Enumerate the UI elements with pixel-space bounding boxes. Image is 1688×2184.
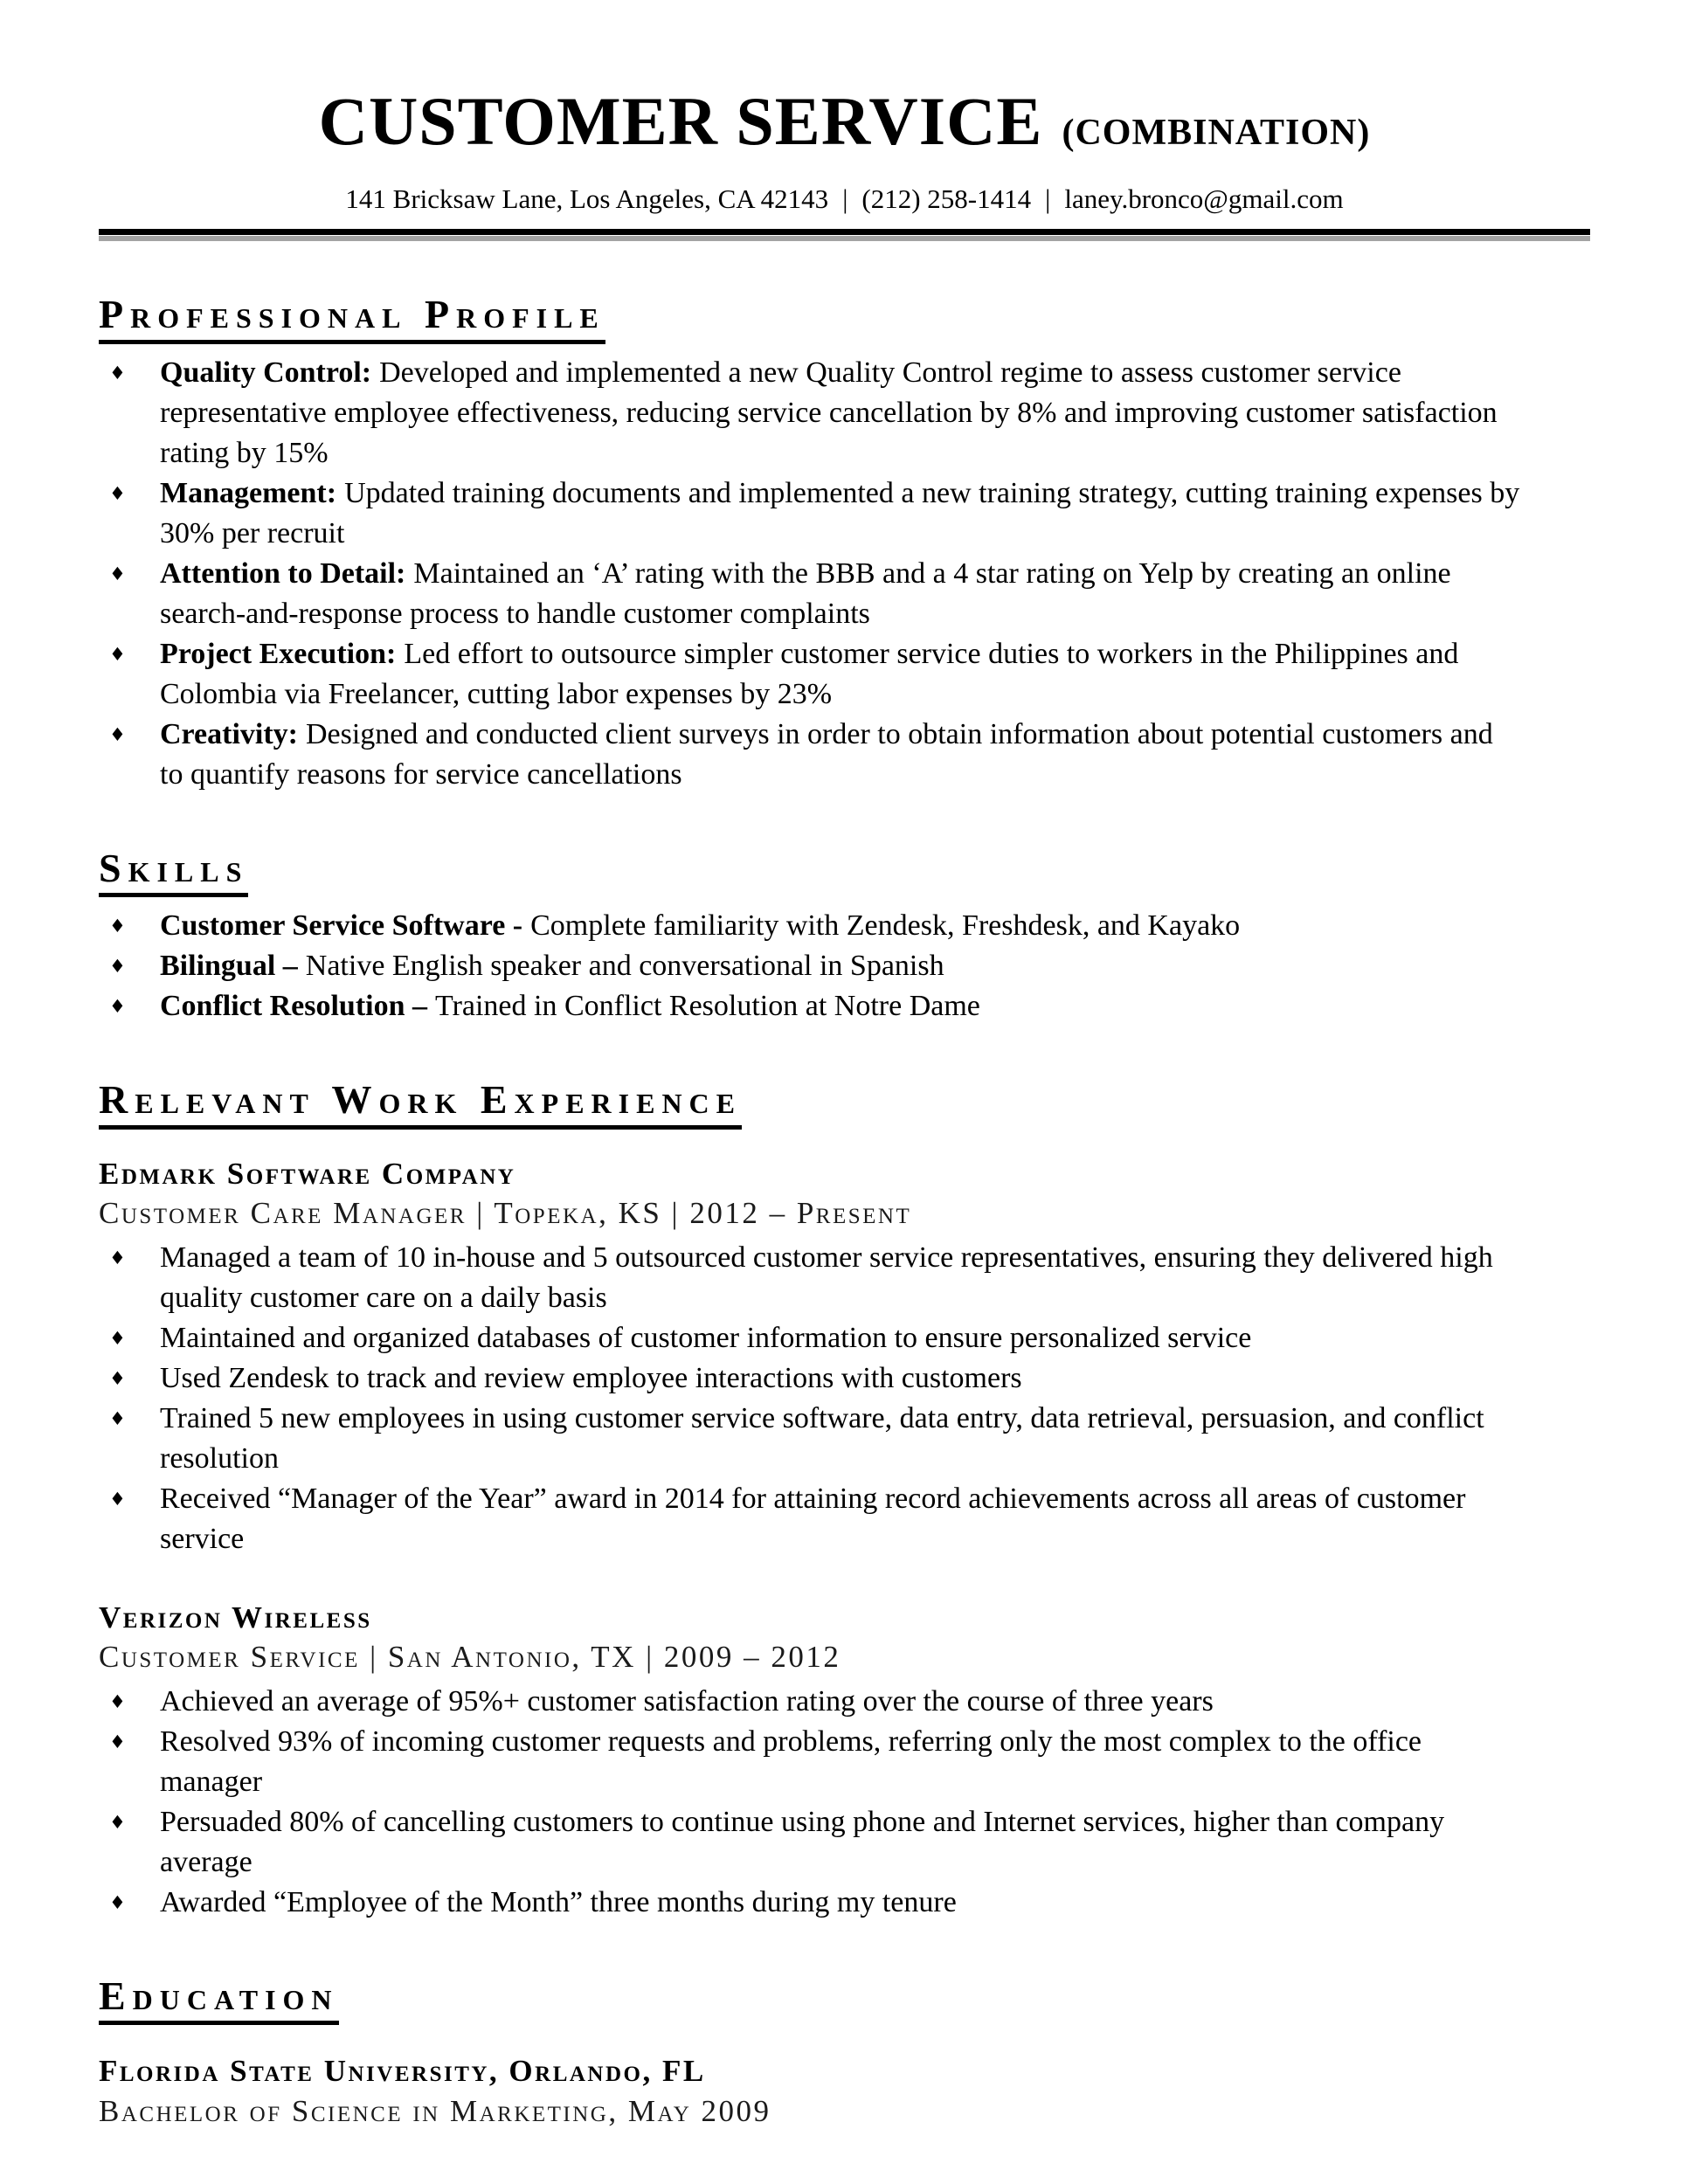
list-item [99, 473, 1590, 554]
bullet-text: Developed and implemented a new Quality Control regime to assess customer service representative employee effectiveness, reducing service cancellation by 8% and improving customer satisfaction rating by 15% [160, 356, 1498, 469]
bullet-text: Trained 5 new employees in using customer service software, data entry, data retrieval, persuasion, and conflict resolution [160, 1401, 1484, 1475]
section-professional-profile [99, 292, 1590, 795]
list-item [99, 1318, 1590, 1358]
bullet-text: Maintained and organized databases of customer information to ensure personalized service [160, 1321, 1252, 1354]
bullet-lead: Project Execution: [160, 637, 397, 670]
diamond-bullet-icon: ♦ [109, 1488, 126, 1510]
section-education [99, 1973, 1590, 2132]
job-title-location-dates: Customer Care Manager | Topeka, KS | 2012 – Present [99, 1195, 912, 1230]
list-item [99, 986, 1590, 1026]
bullet-text: Updated training documents and implemented a new training strategy, cutting training expenses by 30% per recruit [160, 476, 1520, 549]
bullet-lead: Management: [160, 476, 337, 509]
contact-line [99, 182, 1590, 217]
diamond-bullet-icon: ♦ [109, 1327, 126, 1349]
bullet-lead: Attention to Detail: [160, 556, 406, 590]
skills-bullet-list [99, 906, 1590, 1026]
contact-email: laney.bronco@gmail.com [1064, 183, 1344, 214]
divider-gray-line [99, 236, 1590, 241]
job-bullet-list [99, 1238, 1590, 1559]
list-item [99, 715, 1590, 795]
bullet-body [160, 353, 1523, 473]
diamond-bullet-icon: ♦ [109, 1247, 126, 1268]
list-item [99, 1238, 1590, 1318]
bullet-body [160, 715, 1523, 795]
diamond-bullet-icon: ♦ [109, 723, 126, 745]
bullet-text: Persuaded 80% of cancelling customers to continue using phone and Internet services, higher than company average [160, 1805, 1445, 1878]
job-title-location-dates: Customer Service | San Antonio, TX | 2009 – 2012 [99, 1639, 841, 1674]
list-item [99, 554, 1590, 634]
company-name: Edmark Software Company [99, 1156, 516, 1191]
contact-separator: | [842, 183, 848, 214]
list-item [99, 1358, 1590, 1399]
diamond-bullet-icon: ♦ [109, 362, 126, 384]
header-divider [99, 229, 1590, 241]
list-item [99, 1479, 1590, 1559]
diamond-bullet-icon: ♦ [109, 1690, 126, 1712]
diamond-bullet-icon: ♦ [109, 1811, 126, 1833]
education-heading: Education [99, 1973, 339, 2026]
bullet-lead: Creativity: [160, 717, 298, 750]
bullet-text: Native English speaker and conversational in Spanish [305, 950, 944, 983]
job-entry-verizon [99, 1598, 1590, 1923]
diamond-bullet-icon: ♦ [109, 956, 126, 978]
diamond-bullet-icon: ♦ [109, 996, 126, 1018]
diamond-bullet-icon: ♦ [109, 563, 126, 584]
bullet-body [160, 554, 1523, 634]
job-entry-edmark [99, 1154, 1590, 1559]
profile-bullet-list [99, 353, 1590, 795]
diamond-bullet-icon: ♦ [109, 1891, 126, 1913]
page-title [99, 83, 1590, 159]
education-school: Florida State University, Orlando, FL [99, 2054, 706, 2089]
list-item [99, 1722, 1590, 1802]
list-item [99, 1883, 1590, 1923]
bullet-body [160, 634, 1523, 715]
list-item [99, 634, 1590, 715]
bullet-text: Trained in Conflict Resolution at Notre Dame [435, 990, 980, 1023]
bullet-body [160, 986, 1523, 1026]
section-skills [99, 846, 1590, 1027]
experience-heading: Relevant Work Experience [99, 1077, 742, 1130]
bullet-text: Designed and conducted client surveys in order to obtain information about potential customers and to quantify reasons for service cancellations [160, 717, 1493, 791]
list-item [99, 1682, 1590, 1722]
company-name: Verizon Wireless [99, 1600, 372, 1635]
contact-separator: | [1045, 183, 1051, 214]
bullet-lead: Bilingual – [160, 950, 298, 983]
diamond-bullet-icon: ♦ [109, 916, 126, 937]
diamond-bullet-icon: ♦ [109, 643, 126, 665]
professional-profile-heading: Professional Profile [99, 292, 605, 344]
bullet-text: Resolved 93% of incoming customer requests and problems, referring only the most complex to the office manager [160, 1724, 1422, 1798]
list-item [99, 906, 1590, 946]
bullet-text: Achieved an average of 95%+ customer satisfaction rating over the course of three years [160, 1684, 1214, 1717]
resume-header [99, 83, 1590, 241]
diamond-bullet-icon: ♦ [109, 1731, 126, 1752]
contact-address: 141 Bricksaw Lane, Los Angeles, CA 42143 [345, 183, 829, 214]
bullet-text: Received “Manager of the Year” award in 2014 for attaining record achievements across all areas of customer service [160, 1482, 1466, 1555]
bullet-lead: Quality Control: [160, 356, 372, 389]
title-text: CUSTOMER SERVICE [318, 83, 1043, 159]
bullet-body [160, 473, 1523, 554]
bullet-body [160, 906, 1523, 946]
title-format-tag: (COMBINATION) [1062, 113, 1371, 153]
section-experience [99, 1077, 1590, 1923]
bullet-body [160, 946, 1523, 986]
contact-phone: (212) 258-1414 [861, 183, 1032, 214]
diamond-bullet-icon: ♦ [109, 482, 126, 504]
diamond-bullet-icon: ♦ [109, 1367, 126, 1389]
bullet-text: Managed a team of 10 in-house and 5 outsourced customer service representatives, ensuring they delivered high quality customer care on a daily basis [160, 1241, 1493, 1314]
bullet-text: Complete familiarity with Zendesk, Freshdesk, and Kayako [530, 909, 1241, 943]
bullet-text: Used Zendesk to track and review employee interactions with customers [160, 1361, 1022, 1394]
job-bullet-list [99, 1682, 1590, 1923]
list-item [99, 1399, 1590, 1479]
bullet-lead: Customer Service Software - [160, 909, 523, 943]
bullet-text: Maintained an ‘A’ rating with the BBB and a 4 star rating on Yelp by creating an online search-and-response process to handle customer complaints [160, 556, 1451, 630]
divider-black-line [99, 229, 1590, 235]
bullet-text: Awarded “Employee of the Month” three months during my tenure [160, 1885, 957, 1918]
list-item [99, 1802, 1590, 1883]
bullet-lead: Conflict Resolution – [160, 990, 427, 1023]
list-item [99, 353, 1590, 473]
diamond-bullet-icon: ♦ [109, 1407, 126, 1429]
list-item [99, 946, 1590, 986]
education-degree: Bachelor of Science in Marketing, May 2009 [99, 2094, 771, 2129]
bullet-text: Led effort to outsource simpler customer service duties to workers in the Philippines and Colombia via Freelancer, cutting labor expenses by 23% [160, 637, 1459, 710]
skills-heading: Skills [99, 846, 248, 898]
